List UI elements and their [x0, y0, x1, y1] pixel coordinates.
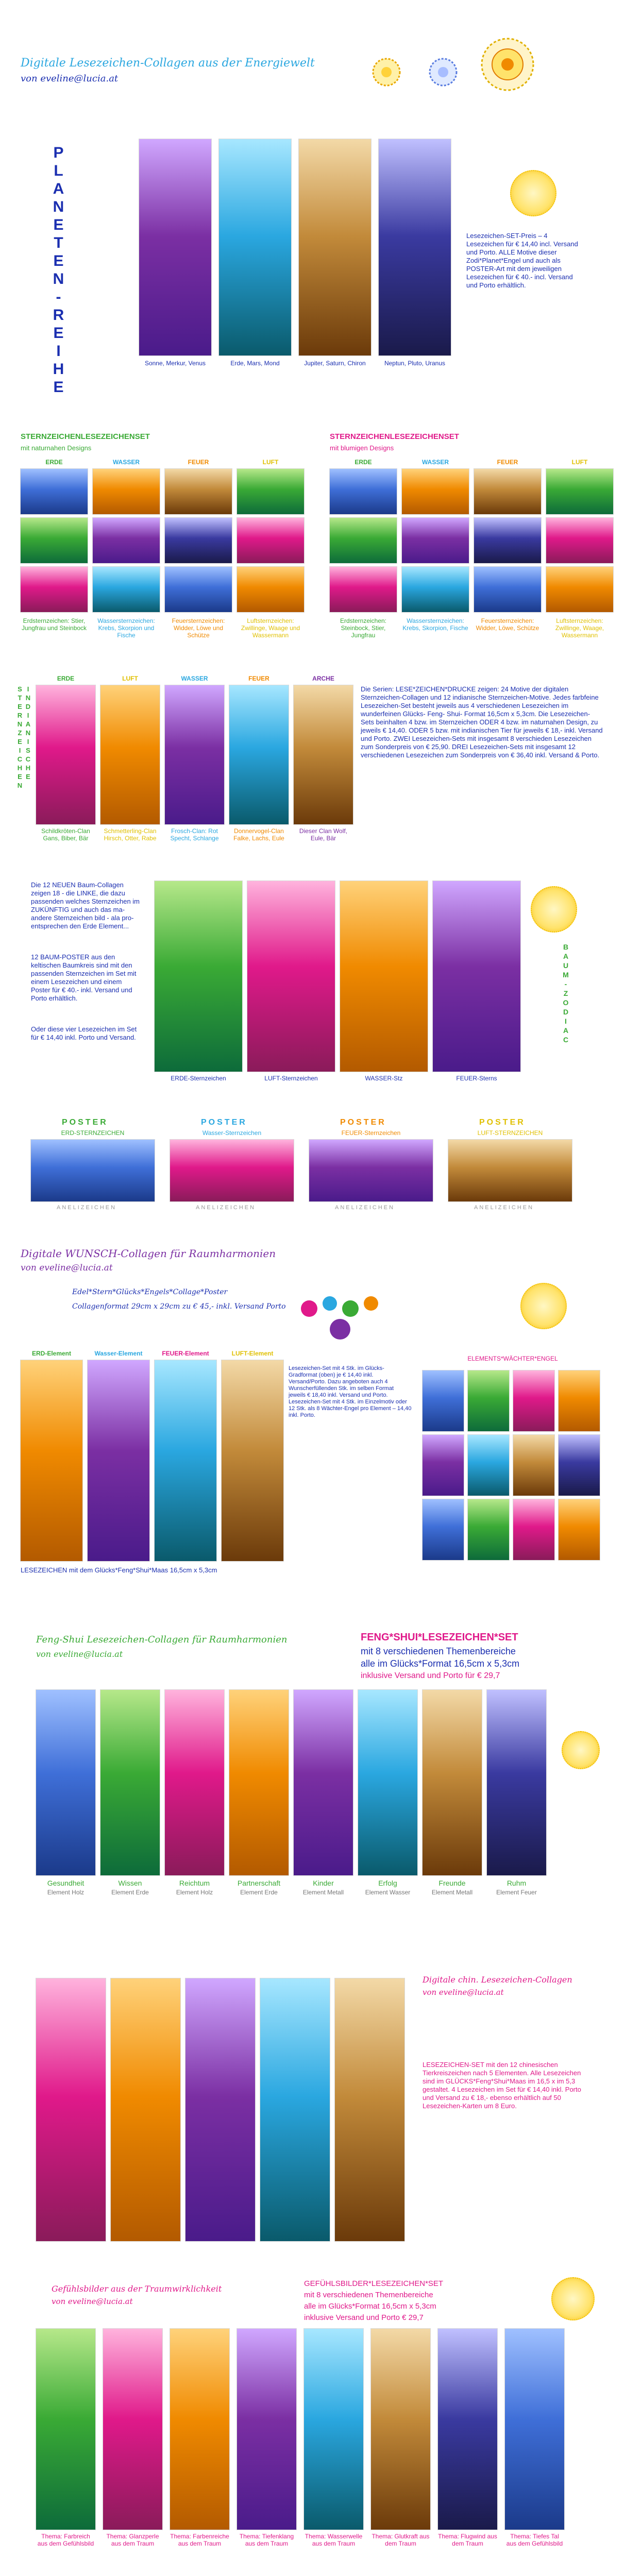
planet-caption: Erde, Mars, Mond	[230, 360, 280, 367]
wish-engel-tile	[468, 1370, 509, 1431]
dream1-label: Thema: Wasserwelle aus dem Traum	[305, 2533, 363, 2547]
indian-element-label: LUFT	[122, 675, 138, 682]
wish-element-label: Wasser-Element	[94, 1350, 143, 1357]
wish-element-label: LUFT-Element	[231, 1350, 274, 1357]
wish-subtitle: von eveline@lucia.at	[21, 1263, 113, 1273]
zodiac-tile	[237, 469, 304, 514]
zodiac-caption: Wassersternzeichen: Krebs, Skorpion und Fische	[97, 617, 155, 639]
magic-tile	[185, 1978, 255, 2241]
tree-panel	[433, 881, 520, 1072]
magic-tile	[111, 1978, 180, 2241]
zodiac-tile	[237, 567, 304, 612]
fengshui-title: Feng-Shui Lesezeichen-Collagen für Raumharmonien	[36, 1634, 288, 1645]
zodiac-tile	[546, 469, 613, 514]
fengshui-section	[0, 1628, 625, 1947]
zodiac-caption: Erdsternzeichen: Stier, Jungfrau und Steinbock	[21, 617, 87, 632]
dream1-title: Gefühlsbilder aus der Traumwirklichkeit	[52, 2284, 222, 2294]
zodiac-nature-title: STERNZEICHENLESEZEICHENSET	[21, 432, 150, 441]
wish-gems-icon	[289, 1288, 392, 1345]
zodiac-flower-subtitle: mit blumigen Designs	[330, 444, 394, 452]
zodiac-tile	[165, 469, 232, 514]
planets-vertical-title: PLANETEN-REIHE	[50, 144, 67, 397]
planet-panel	[299, 139, 371, 355]
tree-panel	[340, 881, 428, 1072]
poster-image	[448, 1140, 572, 1201]
poster-label: ERD-STERNZEICHEN	[61, 1129, 125, 1137]
fengshui-set-line1: mit 8 verschiedenen Themenbereiche	[361, 1646, 516, 1656]
fengshui-label: Gesundheit	[47, 1879, 85, 1887]
wish-tile	[155, 1360, 216, 1561]
zodiac-caption: Luftsternzeichen: Zwillinge, Waage, Wassermann	[555, 617, 604, 639]
zodiac-tile	[21, 469, 88, 514]
poster-heading: POSTER	[340, 1118, 386, 1127]
magic-section	[0, 1968, 625, 2257]
wish-engel-tile	[468, 1435, 509, 1496]
dream1-tile	[237, 2329, 296, 2530]
planet-caption: Jupiter, Saturn, Chiron	[304, 360, 366, 367]
fengshui-label: Wissen	[118, 1879, 142, 1887]
zodiac-tile	[21, 567, 88, 612]
fengshui-sublabel: Element Erde	[111, 1889, 149, 1896]
zodiac-tile	[237, 518, 304, 563]
zodiac-tile	[330, 469, 397, 514]
fengshui-sublabel: Element Feuer	[496, 1889, 537, 1896]
wish-engel-tile	[513, 1435, 554, 1496]
fengshui-tile	[229, 1690, 289, 1875]
page-subtitle: von eveline@lucia.at	[21, 73, 119, 84]
magic-info: LESEZEICHEN-SET mit den 12 chinesischen Tierkreiszeichen nach 5 Elementen. Alle Lesezeichen sind im GLÜCKS*Feng*Shui*Maas im 16,5 x im 5,3 gestaltet. 4 Lesezeichen im Set für € 14,40 inkl. Porto und Versand zu € 18,- ebenso erhältlich auf 50 Lesezeichen-Karten um 8 Euro.	[423, 2061, 581, 2110]
dream1-tile	[304, 2329, 363, 2530]
wish-line1: Edel*Stern*Glücks*Engels*Collage*Poster	[72, 1288, 228, 1296]
poster-label: Wasser-Sternzeichen	[202, 1129, 262, 1137]
wish-tile	[222, 1360, 283, 1561]
zodiac-caption: Luftsternzeichen: Zwillinge, Waage und Wassermann	[241, 617, 300, 639]
wish-element-label: ERD-Element	[31, 1350, 71, 1357]
wish-section	[0, 1242, 625, 1618]
dream1-label: Thema: Tiefes Tal aus dem Gefühlsbild	[506, 2533, 563, 2547]
poster-heading: POSTER	[62, 1118, 108, 1127]
wish-engel-tile	[513, 1499, 554, 1560]
dream1-label: Thema: Flugwind aus dem Traum	[438, 2533, 497, 2547]
wish-engel-tile	[559, 1499, 600, 1560]
poster-anel-label: ANELIZEICHEN	[335, 1205, 395, 1211]
zodiac-tile	[474, 518, 541, 563]
zodiac-element-label: FEUER	[497, 459, 518, 466]
indian-tile	[36, 685, 95, 824]
fengshui-set-line2: alle im Glücks*Format 16,5cm x 5,3cm	[361, 1658, 520, 1669]
zodiac-element-label: ERDE	[354, 459, 372, 466]
zodiac-element-label: ERDE	[45, 459, 63, 466]
zodiac-element-label: FEUER	[188, 459, 209, 466]
posters-section	[0, 1118, 625, 1221]
header-mandala-mid-icon	[428, 57, 459, 88]
tree-caption: WASSER-Stz	[365, 1075, 403, 1082]
zodiac-tile	[402, 567, 469, 612]
indian-section	[0, 675, 625, 860]
magic-tile	[260, 1978, 330, 2241]
dream1-tile	[36, 2329, 95, 2530]
fengshui-badge-icon	[562, 1731, 600, 1769]
header-mandala-left-icon	[371, 57, 402, 88]
indian-element-label: FEUER	[248, 675, 269, 682]
zodiac-caption: Feuersternzeichen: Widder, Löwe, Schütze	[476, 617, 539, 632]
dream1-label: Thema: Glutkraft aus dem Traum	[371, 2533, 430, 2547]
fengshui-set-title: FENG*SHUI*LESEZEICHEN*SET	[361, 1632, 518, 1643]
fengshui-tile	[100, 1690, 160, 1875]
dream1-set-line2: alle im Glücks*Format 16,5cm x 5,3cm	[304, 2302, 436, 2311]
wish-engel-tile	[468, 1499, 509, 1560]
planet-panel	[139, 139, 211, 355]
poster-label: FEUER-Sternzeichen	[341, 1129, 401, 1137]
zodiac-tile	[474, 567, 541, 612]
fengshui-label: Partnerschaft	[237, 1879, 281, 1887]
indian-tile	[100, 685, 160, 824]
zodiac-tile	[93, 518, 160, 563]
zodiac-element-label: WASSER	[112, 459, 140, 466]
fengshui-subtitle: von eveline@lucia.at	[36, 1649, 123, 1659]
zodiac-element-label: LUFT	[262, 459, 279, 466]
wish-engel-tile	[423, 1435, 464, 1496]
indian-caption: Donnervogel-Clan Falke, Lachs, Eule	[233, 827, 284, 842]
indian-tile	[165, 685, 224, 824]
indian-caption: Dieser Clan Wolf, Eule, Bär	[299, 827, 348, 842]
zodiac-tile	[546, 518, 613, 563]
fengshui-sublabel: Element Erde	[240, 1889, 278, 1896]
dream1-set-title: GEFÜHLSBILDER*LESEZEICHEN*SET	[304, 2279, 444, 2288]
zodiac-flower-title: STERNZEICHENLESEZEICHENSET	[330, 432, 459, 441]
dream1-badge-icon	[551, 2277, 595, 2320]
wish-badge-icon	[520, 1283, 567, 1329]
zodiac-section	[0, 422, 625, 659]
zodiac-tile	[93, 469, 160, 514]
magic-tile	[335, 1978, 404, 2241]
wish-engel-tile	[559, 1435, 600, 1496]
planets-section	[0, 129, 625, 397]
indian-vertical-title: INDIANISCHE STERNZEICHEN	[16, 685, 32, 790]
poster-image	[309, 1140, 433, 1201]
fengshui-set-line3: inklusive Versand und Porto für € 29,7	[361, 1671, 500, 1680]
zodiac-caption: Feuersternzeichen: Widder, Löwe und Schütze	[172, 617, 225, 639]
fengshui-sublabel: Element Holz	[47, 1889, 85, 1896]
fengshui-sublabel: Element Metall	[431, 1889, 473, 1896]
fengshui-tile	[294, 1690, 353, 1875]
dream1-tile	[170, 2329, 229, 2530]
wish-engel-tile	[423, 1499, 464, 1560]
planets-badge-icon	[510, 170, 556, 216]
indian-caption: Frosch-Clan: Rot Specht, Schlange	[170, 827, 219, 842]
wish-engel-tile	[559, 1370, 600, 1431]
poster-image	[170, 1140, 294, 1201]
tree-vertical-title: BAUM-ZODIAC	[562, 943, 570, 1045]
fengshui-label: Freunde	[438, 1879, 466, 1887]
fengshui-sublabel: Element Holz	[176, 1889, 213, 1896]
fengshui-label: Kinder	[313, 1879, 334, 1887]
wish-info: Lesezeichen-Set mit 4 Stk. im Glücks-Gradformat (oben) je € 14,40 inkl. Versand/Porto. Dazu angeboten auch 4 Wunscherfüllenden Stk. im selben Format jeweils € 18,40 inkl. Versand und Porto. Lesezeichen-Set mit 4 Stk. im Einzelmotiv oder 12 Stk. als 8 Wächter-Engel pro Element – 14,40 inkl. Porto.	[289, 1365, 412, 1418]
dream1-set-line3: inklusive Versand und Porto € 29,7	[304, 2313, 424, 2322]
magic-title: Digitale chin. Lesezeichen-Collagen	[423, 1975, 572, 1985]
fengshui-tile	[358, 1690, 417, 1875]
tree-info-3: Oder diese vier Lesezeichen im Set für € 14,40 inkl. Porto und Versand.	[31, 1025, 137, 1041]
fengshui-label: Ruhm	[506, 1879, 527, 1887]
wish-engel-tile	[423, 1370, 464, 1431]
wish-engel-tile	[513, 1370, 554, 1431]
zodiac-tile	[165, 567, 232, 612]
indian-element-label: ARCHE	[312, 675, 334, 682]
dream1-tile	[505, 2329, 564, 2530]
zodiac-element-label: LUFT	[571, 459, 588, 466]
fengshui-sublabel: Element Metall	[302, 1889, 344, 1896]
indian-info: Die Serien: LESE*ZEICHEN*DRUCKE zeigen: 24 Motive der digitalen Sternzeichen-Collagen und 12 indianische Sternzeichen-Motive. Jedes farbfeine Lesezeichen-Set besteht jeweils aus 4 verschiedenen Lesezeichen im wunderfeinen Glücks- Feng- Shui- Format 16,5cm x 5,3cm. Die Lesezeichen-Sets beinhalten 4 bzw. im Sternzeichen ODER 4 bzw. im naturnahen Design, zu jeweils € 14,40. ODER 5 bzw. mit indianischen Tier für jeweils € 18,- inkl. Versand und Porto. ZWEI Lesezeichen-Sets mit insgesamt 8 verschieden Lesezeichen zum Sonderpreis von € 25,90. DREI Lesezeichen-Sets mit insgesamt 12 verschiedenen Lesezeichen zum Sonderpreis von € 36,40 inkl. Versand & Porto.	[361, 685, 603, 759]
dream1-section	[0, 2272, 625, 2576]
indian-element-label: WASSER	[181, 675, 208, 682]
tree-info-1: Die 12 NEUEN Baum-Collagen zeigen 18 - die LINKE, die dazu passenden welches Sternzeichen im ZUKÜNFTIG und auch das ma- andere Sternzeichen bild - ala pro- entsprechen den Erde Element...	[31, 881, 140, 930]
poster-image	[31, 1140, 155, 1201]
dream1-label: Thema: Farbenreiche aus dem Traum	[170, 2533, 229, 2547]
zodiac-tile	[21, 518, 88, 563]
zodiac-tile	[474, 469, 541, 514]
indian-element-label: ERDE	[57, 675, 75, 682]
dream1-label: Thema: Farbreich aus dem Gefühlsbild	[37, 2533, 94, 2547]
tree-info-2: 12 BAUM-POSTER aus den keltischen Baumkreis sind mit den passenden Sternzeichen im Set mit einem Lesezeichen und einem Poster für € 40.- inkl. Versand und Porto erhältlich.	[31, 953, 137, 1002]
zodiac-nature-subtitle: mit naturnahen Designs	[21, 444, 92, 452]
tree-section	[0, 871, 625, 1097]
page-title: Digitale Lesezeichen-Collagen aus der Energiewelt	[21, 57, 315, 70]
zodiac-tile	[330, 518, 397, 563]
fengshui-tile	[165, 1690, 224, 1875]
indian-tile	[294, 685, 353, 824]
tree-panel	[155, 881, 242, 1072]
zodiac-caption: Wassersternzeichen: Krebs, Skorpion, Fische	[402, 617, 468, 632]
zodiac-tile	[402, 469, 469, 514]
fengshui-tile	[36, 1690, 95, 1875]
zodiac-tile	[165, 518, 232, 563]
planet-caption: Neptun, Pluto, Uranus	[384, 360, 446, 367]
zodiac-tile	[546, 567, 613, 612]
dream1-tile	[103, 2329, 162, 2530]
planet-panel	[379, 139, 451, 355]
poster-anel-label: ANELIZEICHEN	[57, 1205, 117, 1211]
wish-engel-label: ELEMENTS*WÄCHTER*ENGEL	[467, 1355, 558, 1362]
wish-tile	[88, 1360, 149, 1561]
dream1-label: Thema: Tiefenklang aus dem Traum	[239, 2533, 294, 2547]
dream1-subtitle: von eveline@lucia.at	[52, 2297, 133, 2306]
header-mandala-right-icon	[479, 36, 536, 93]
poster-heading: POSTER	[479, 1118, 526, 1127]
tree-caption: LUFT-Sternzeichen	[264, 1075, 318, 1082]
planet-panel	[219, 139, 291, 355]
indian-caption: Schmetterling-Clan Hirsch, Otter, Rabe	[104, 827, 157, 842]
dream1-set-line1: mit 8 verschiedenen Themenbereiche	[304, 2291, 433, 2299]
planet-caption: Sonne, Merkur, Venus	[144, 360, 206, 367]
dream1-label: Thema: Glanzperle aus dem Traum	[106, 2533, 159, 2547]
poster-anel-label: ANELIZEICHEN	[196, 1205, 256, 1211]
wish-line2: Collagenformat 29cm x 29cm zu € 45,- inkl. Versand Porto	[72, 1302, 286, 1311]
wish-tile	[21, 1360, 82, 1561]
indian-tile	[229, 685, 289, 824]
zodiac-tile	[402, 518, 469, 563]
wish-bookmark-line: LESEZEICHEN mit dem Glücks*Feng*Shui*Maas 16,5cm x 5,3cm	[21, 1566, 217, 1574]
wish-title: Digitale WUNSCH-Collagen für Raumharmonien	[21, 1247, 276, 1260]
fengshui-label: Erfolg	[378, 1879, 397, 1887]
zodiac-tile	[93, 567, 160, 612]
tree-caption: ERDE-Sternzeichen	[171, 1075, 226, 1082]
magic-tile	[36, 1978, 106, 2241]
fengshui-sublabel: Element Wasser	[365, 1889, 411, 1896]
planets-info: Lesezeichen-SET-Preis – 4 Lesezeichen für € 14,40 incl. Versand und Porto. ALLE Motive dieser Zodi*Planet*Engel und auch als POSTER-Art mit dem jeweiligen Lesezeichen für € 40.- incl. Versand und Porto erhältlich.	[466, 232, 578, 289]
fengshui-tile	[487, 1690, 546, 1875]
tree-badge-icon	[531, 886, 577, 933]
tree-panel	[247, 881, 335, 1072]
indian-caption: Schildkröten-Clan Gans, Biber, Bär	[41, 827, 90, 842]
poster-label: LUFT-STERNZEICHEN	[477, 1129, 543, 1137]
zodiac-caption: Erdsternzeichen: Steinbock, Stier, Jungfrau	[340, 617, 387, 639]
zodiac-tile	[330, 567, 397, 612]
wish-element-label: FEUER-Element	[162, 1350, 209, 1357]
fengshui-label: Reichtum	[179, 1879, 210, 1887]
poster-anel-label: ANELIZEICHEN	[474, 1205, 534, 1211]
magic-subtitle: von eveline@lucia.at	[423, 1988, 504, 1997]
zodiac-element-label: WASSER	[421, 459, 449, 466]
dream1-tile	[438, 2329, 497, 2530]
fengshui-tile	[423, 1690, 482, 1875]
dream1-tile	[371, 2329, 430, 2530]
tree-caption: FEUER-Sterns	[456, 1075, 497, 1082]
poster-heading: POSTER	[201, 1118, 247, 1127]
header-section	[0, 0, 625, 103]
